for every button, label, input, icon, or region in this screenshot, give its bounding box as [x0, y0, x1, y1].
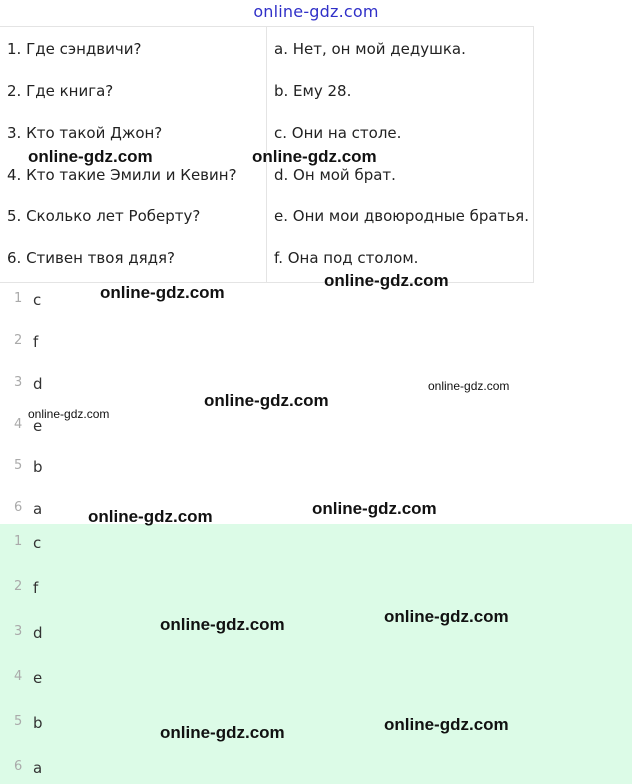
item-answer: e — [33, 669, 43, 687]
question-1: 1. Где сэндвичи? — [7, 40, 142, 58]
watermark: online-gdz.com — [252, 147, 377, 166]
item-answer: f — [33, 333, 39, 351]
watermark: online-gdz.com — [100, 283, 225, 302]
answer-c: c. Они на столе. — [274, 124, 402, 142]
item-answer: d — [33, 375, 43, 393]
item-number: 5 — [14, 458, 23, 473]
watermark: online-gdz.com — [28, 147, 153, 166]
item-number: 1 — [14, 291, 23, 306]
answer-b: b. Ему 28. — [274, 82, 352, 100]
question-6: 6. Стивен твоя дядя? — [7, 249, 175, 267]
item-answer: b — [33, 714, 43, 732]
answer-d: d. Он мой брат. — [274, 166, 396, 184]
item-answer: a — [33, 759, 43, 777]
item-answer: a — [33, 500, 43, 518]
watermark: online-gdz.com — [312, 499, 437, 518]
watermark: online-gdz.com — [428, 379, 510, 393]
item-answer: d — [33, 624, 43, 642]
solution-block-green — [0, 524, 632, 784]
site-watermark-header: online-gdz.com — [253, 2, 379, 21]
item-number: 6 — [14, 759, 23, 774]
watermark: online-gdz.com — [384, 715, 509, 734]
watermark: online-gdz.com — [204, 391, 329, 410]
question-2: 2. Где книга? — [7, 82, 114, 100]
item-number: 3 — [14, 624, 23, 639]
item-answer: c — [33, 534, 42, 552]
item-number: 4 — [14, 669, 23, 684]
item-answer: c — [33, 291, 42, 309]
question-5: 5. Сколько лет Роберту? — [7, 207, 201, 225]
item-number: 2 — [14, 579, 23, 594]
item-answer: f — [33, 579, 39, 597]
question-4: 4. Кто такие Эмили и Кевин? — [7, 166, 237, 184]
item-number: 5 — [14, 714, 23, 729]
item-number: 4 — [14, 417, 23, 432]
item-answer: e — [33, 417, 43, 435]
item-number: 3 — [14, 375, 23, 390]
item-number: 1 — [14, 534, 23, 549]
watermark: online-gdz.com — [324, 271, 449, 290]
answer-e: e. Они мои двоюродные братья. — [274, 207, 529, 225]
item-number: 2 — [14, 333, 23, 348]
watermark: online-gdz.com — [28, 407, 110, 421]
item-answer: b — [33, 458, 43, 476]
watermark: online-gdz.com — [160, 723, 285, 742]
watermark: online-gdz.com — [160, 615, 285, 634]
watermark: online-gdz.com — [88, 507, 213, 526]
question-3: 3. Кто такой Джон? — [7, 124, 163, 142]
answer-a: a. Нет, он мой дедушка. — [274, 40, 466, 58]
item-number: 6 — [14, 500, 23, 515]
watermark: online-gdz.com — [384, 607, 509, 626]
answer-f: f. Она под столом. — [274, 249, 419, 267]
